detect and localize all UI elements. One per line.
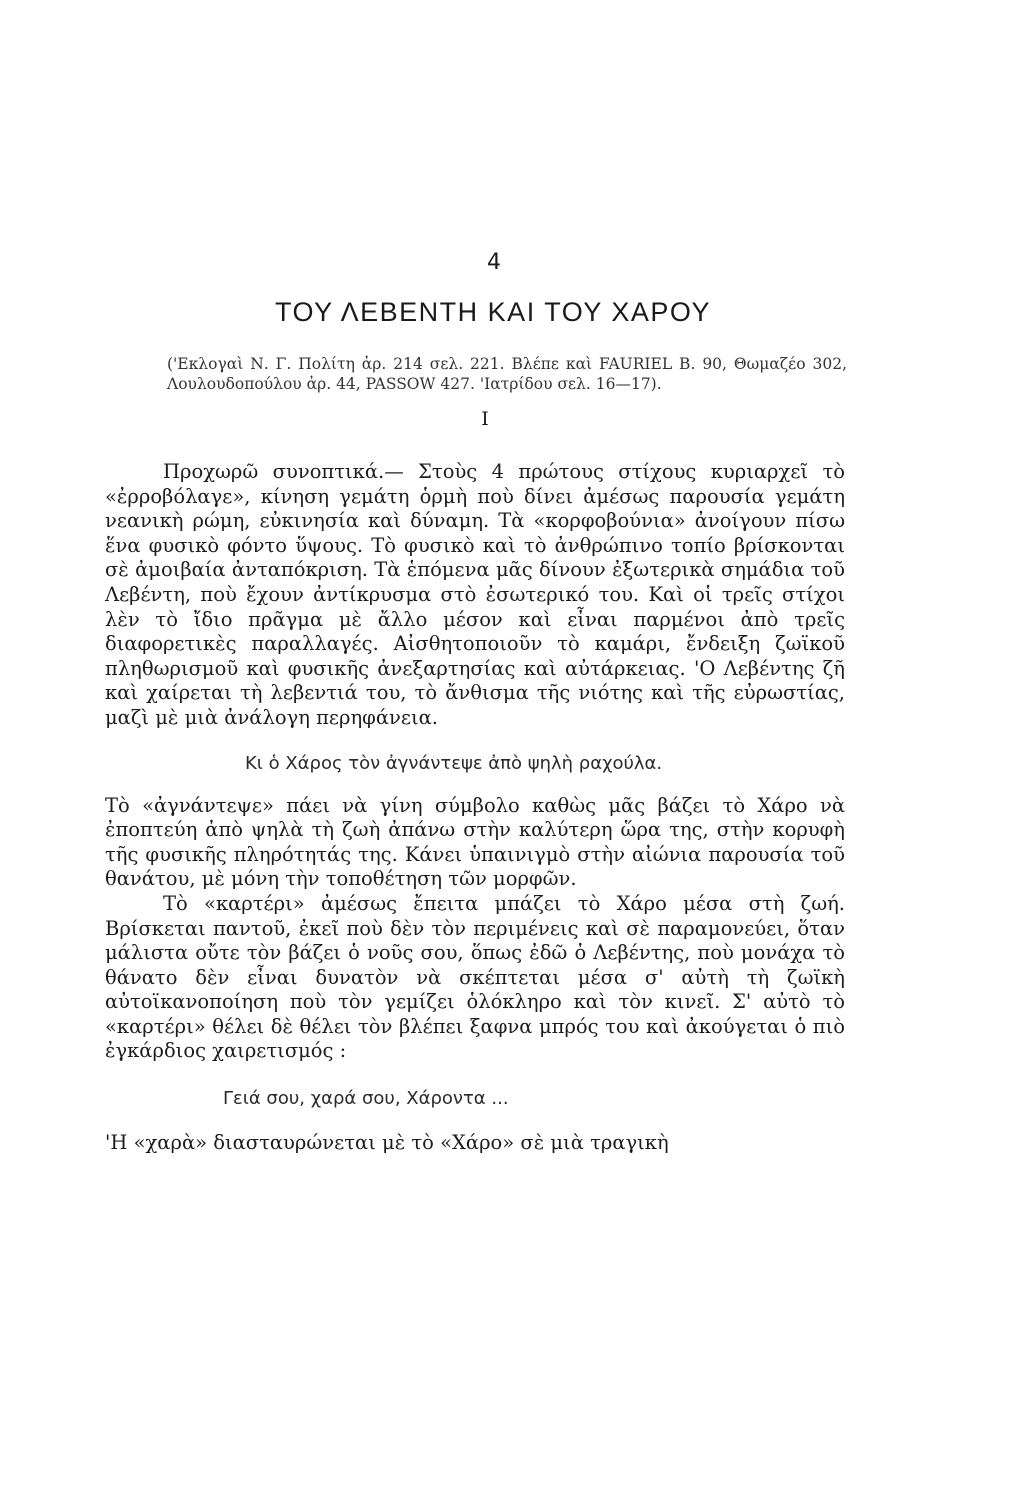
paragraph-3: Τὸ «καρτέρι» ἀμέσως ἔπειτα μπάζει τὸ Χάρο μέσα στὴ ζωή. Βρίσκεται παντοῦ, ἐκεῖ ποὺ δὲν τὸν περιμένεις καὶ σὲ παραμονεύει, ὅταν μάλιστα οὔτε τὸν βάζει ὁ νοῦς σου, ὅπως ἐδῶ ὁ Λεβέντης, ποὺ μονάχα τὸ θάνατο δὲν εἶναι δυνατὸν νὰ σκέπτεται μέσα σ' αὐτὴ τὴ ζωϊκὴ αὐτοϊκανοποίηση ποὺ τὸν γεμίζει ὁλόκληρο καὶ τὸν κινεῖ. Σ' αὐτὸ τὸ «καρτέρι» θέλει δὲ θέλει τὸν βλέπει ξαφνα μπρός του καὶ ἀκούγεται ὁ πιὸ ἐγκάρδιος χαιρετισμός :	[105, 891, 845, 1063]
paragraph-1: Προχωρῶ συνοπτικά.— Στοὺς 4 πρώτους στίχους κυριαρχεῖ τὸ «ἐρροβόλαγε», κίνηση γεμάτη ὁρμὴ ποὺ δίνει ἀμέσως παρουσία γεμάτη νεανικὴ ρώμη, εὐκινησία καὶ δύναμη. Τὰ «κορφοβούνια» ἀνοίγουν πίσω ἕνα φυσικὸ φόντο ὕψους. Τὸ φυσικὸ καὶ τὸ ἀνθρώπινο τοπίο βρίσκονται σὲ ἀμοιβαία ἀνταπόκριση. Τὰ ἑπόμενα μᾶς δίνουν ἐξωτερικὰ σημάδια τοῦ Λεβέντη, ποὺ ἔχουν ἀντίκρυσμα στὸ ἐσωτερικό του. Καὶ οἱ τρεῖς στίχοι λὲν τὸ ἴδιο πρᾶγμα μὲ ἄλλο μέσον καὶ εἶναι παρμένοι ἀπὸ τρεῖς διαφορετικὲς παραλλαγές. Αἰσθητοποιοῦν τὸ καμάρι, ἔνδειξη ζωϊκοῦ πληθωρισμοῦ καὶ φυσικῆς ἀνεξαρτησίας καὶ αὐτάρκειας. 'Ο Λεβέντης ζῆ καὶ χαίρεται τὴ λεβεντιά του, τὸ ἄνθισμα τῆς νιότης καὶ τῆς εὐρωστίας, μαζὶ μὲ μιὰ ἀνάλογη περηφάνεια.	[105, 460, 845, 729]
section-numeral: I	[481, 408, 489, 430]
chapter-number: 4	[487, 250, 501, 275]
paragraph-4: 'Η «χαρὰ» διασταυρώνεται μὲ τὸ «Χάρο» σὲ μιὰ τραγικὴ	[105, 1131, 669, 1155]
verse-quote-2: Γειά σου, χαρά σου, Χάροντα ...	[223, 1088, 509, 1110]
source-note: ('Εκλογαὶ Ν. Γ. Πολίτη ἀρ. 214 σελ. 221. Βλέπε καὶ FAURIEL B. 90, Θωμαζέο 302, Λουλουδοπούλου ἀρ. 44, PASSOW 427. 'Ιατρίδου σελ. 16—17).	[167, 355, 847, 393]
chapter-title: ΤΟΥ ΛΕΒΕΝΤΗ ΚΑΙ ΤΟΥ ΧΑΡΟΥ	[274, 297, 712, 327]
verse-quote-1: Κι ὁ Χάρος τὸν ἀγνάντεψε ἀπὸ ψηλὴ ραχούλα.	[245, 752, 663, 774]
book-page	[105, 250, 845, 1156]
paragraph-2: Τὸ «ἀγνάντεψε» πάει νὰ γίνη σύμβολο καθὼς μᾶς βάζει τὸ Χάρο νὰ ἐποπτεύη ἀπὸ ψηλὰ τὴ ζωὴ ἀπάνω στὴν καλύτερη ὥρα της, στὴν κορυφὴ τῆς φυσικῆς πληρότητάς της. Κάνει ὑπαινιγμὸ στὴν αἰώνια παρουσία τοῦ θανάτου, μὲ μόνη τὴν τοποθέτηση τῶν μορφῶν.	[105, 793, 845, 891]
